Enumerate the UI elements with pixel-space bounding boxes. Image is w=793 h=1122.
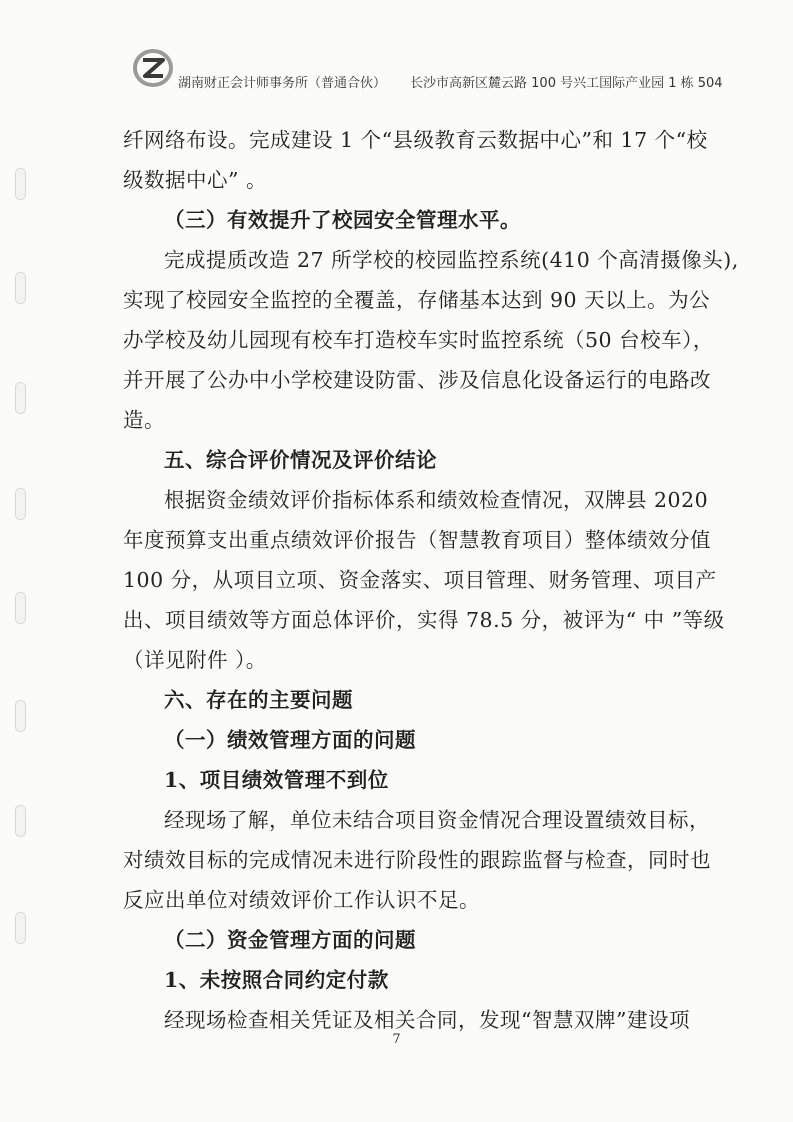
paragraph-line: 经现场检查相关凭证及相关合同，发现“智慧双牌”建设项 (164, 1008, 690, 1032)
paragraph-line: 经现场了解，单位未结合项目资金情况合理设置绩效目标， (164, 808, 710, 832)
paragraph-line: 办学校及幼儿园现有校车打造校车实时监控系统（50 台校车）， (123, 328, 714, 352)
paragraph-line: 年度预算支出重点绩效评价报告（智慧教育项目）整体绩效分值 (123, 528, 711, 552)
subsection-heading: 1、未按照合同约定付款 (164, 968, 389, 992)
binding-hole (15, 805, 26, 837)
binding-hole (15, 272, 26, 304)
firm-address: 长沙市高新区麓云路 100 号兴工国际产业园 1 栋 504 (410, 76, 723, 91)
chapter-heading: 五、综合评价情况及评价结论 (164, 448, 437, 472)
paragraph-line: 造。 (123, 408, 165, 432)
binding-hole (15, 700, 26, 732)
paragraph-line: （详见附件 ）。 (123, 648, 267, 672)
page-header (178, 72, 723, 91)
paragraph-line: 出、项目绩效等方面总体评价，实得 78.5 分，被评为“ 中 ”等级 (123, 608, 725, 632)
page-number: 7 (392, 1032, 401, 1047)
binding-hole (15, 592, 26, 624)
paragraph-line: 100 分，从项目立项、资金落实、项目管理、财务管理、项目产 (123, 568, 717, 592)
paragraph-line: 完成提质改造 27 所学校的校园监控系统(410 个高清摄像头), (164, 248, 739, 272)
section-heading: （一）绩效管理方面的问题 (164, 728, 416, 752)
paragraph-line: 实现了校园安全监控的全覆盖，存储基本达到 90 天以上。为公 (123, 288, 711, 312)
firm-logo-icon (133, 48, 173, 88)
binding-hole (15, 382, 26, 414)
binding-hole (15, 488, 26, 520)
paragraph-line: 反应出单位对绩效评价工作认识不足。 (123, 888, 480, 912)
text-line: 级数据中心” 。 (123, 168, 267, 192)
chapter-heading: 六、存在的主要问题 (164, 688, 353, 712)
paragraph-line: 并开展了公办中小学校建设防雷、涉及信息化设备运行的电路改 (123, 368, 711, 392)
binding-hole (15, 912, 26, 944)
document-body (123, 120, 739, 1040)
subsection-heading: 1、项目绩效管理不到位 (164, 768, 389, 792)
paragraph-line: 对绩效目标的完成情况未进行阶段性的跟踪监督与检查，同时也 (123, 848, 711, 872)
section-heading: （二）资金管理方面的问题 (164, 928, 416, 952)
firm-name: 湖南财正会计师事务所（普通合伙） (178, 76, 387, 91)
paragraph-line: 根据资金绩效评价指标体系和绩效检查情况，双牌县 2020 (164, 488, 709, 512)
section-heading: （三）有效提升了校园安全管理水平。 (164, 208, 521, 232)
text-line: 纤网络布设。完成建设 1 个“县级教育云数据中心”和 17 个“校 (123, 128, 708, 152)
binding-hole (15, 168, 26, 200)
